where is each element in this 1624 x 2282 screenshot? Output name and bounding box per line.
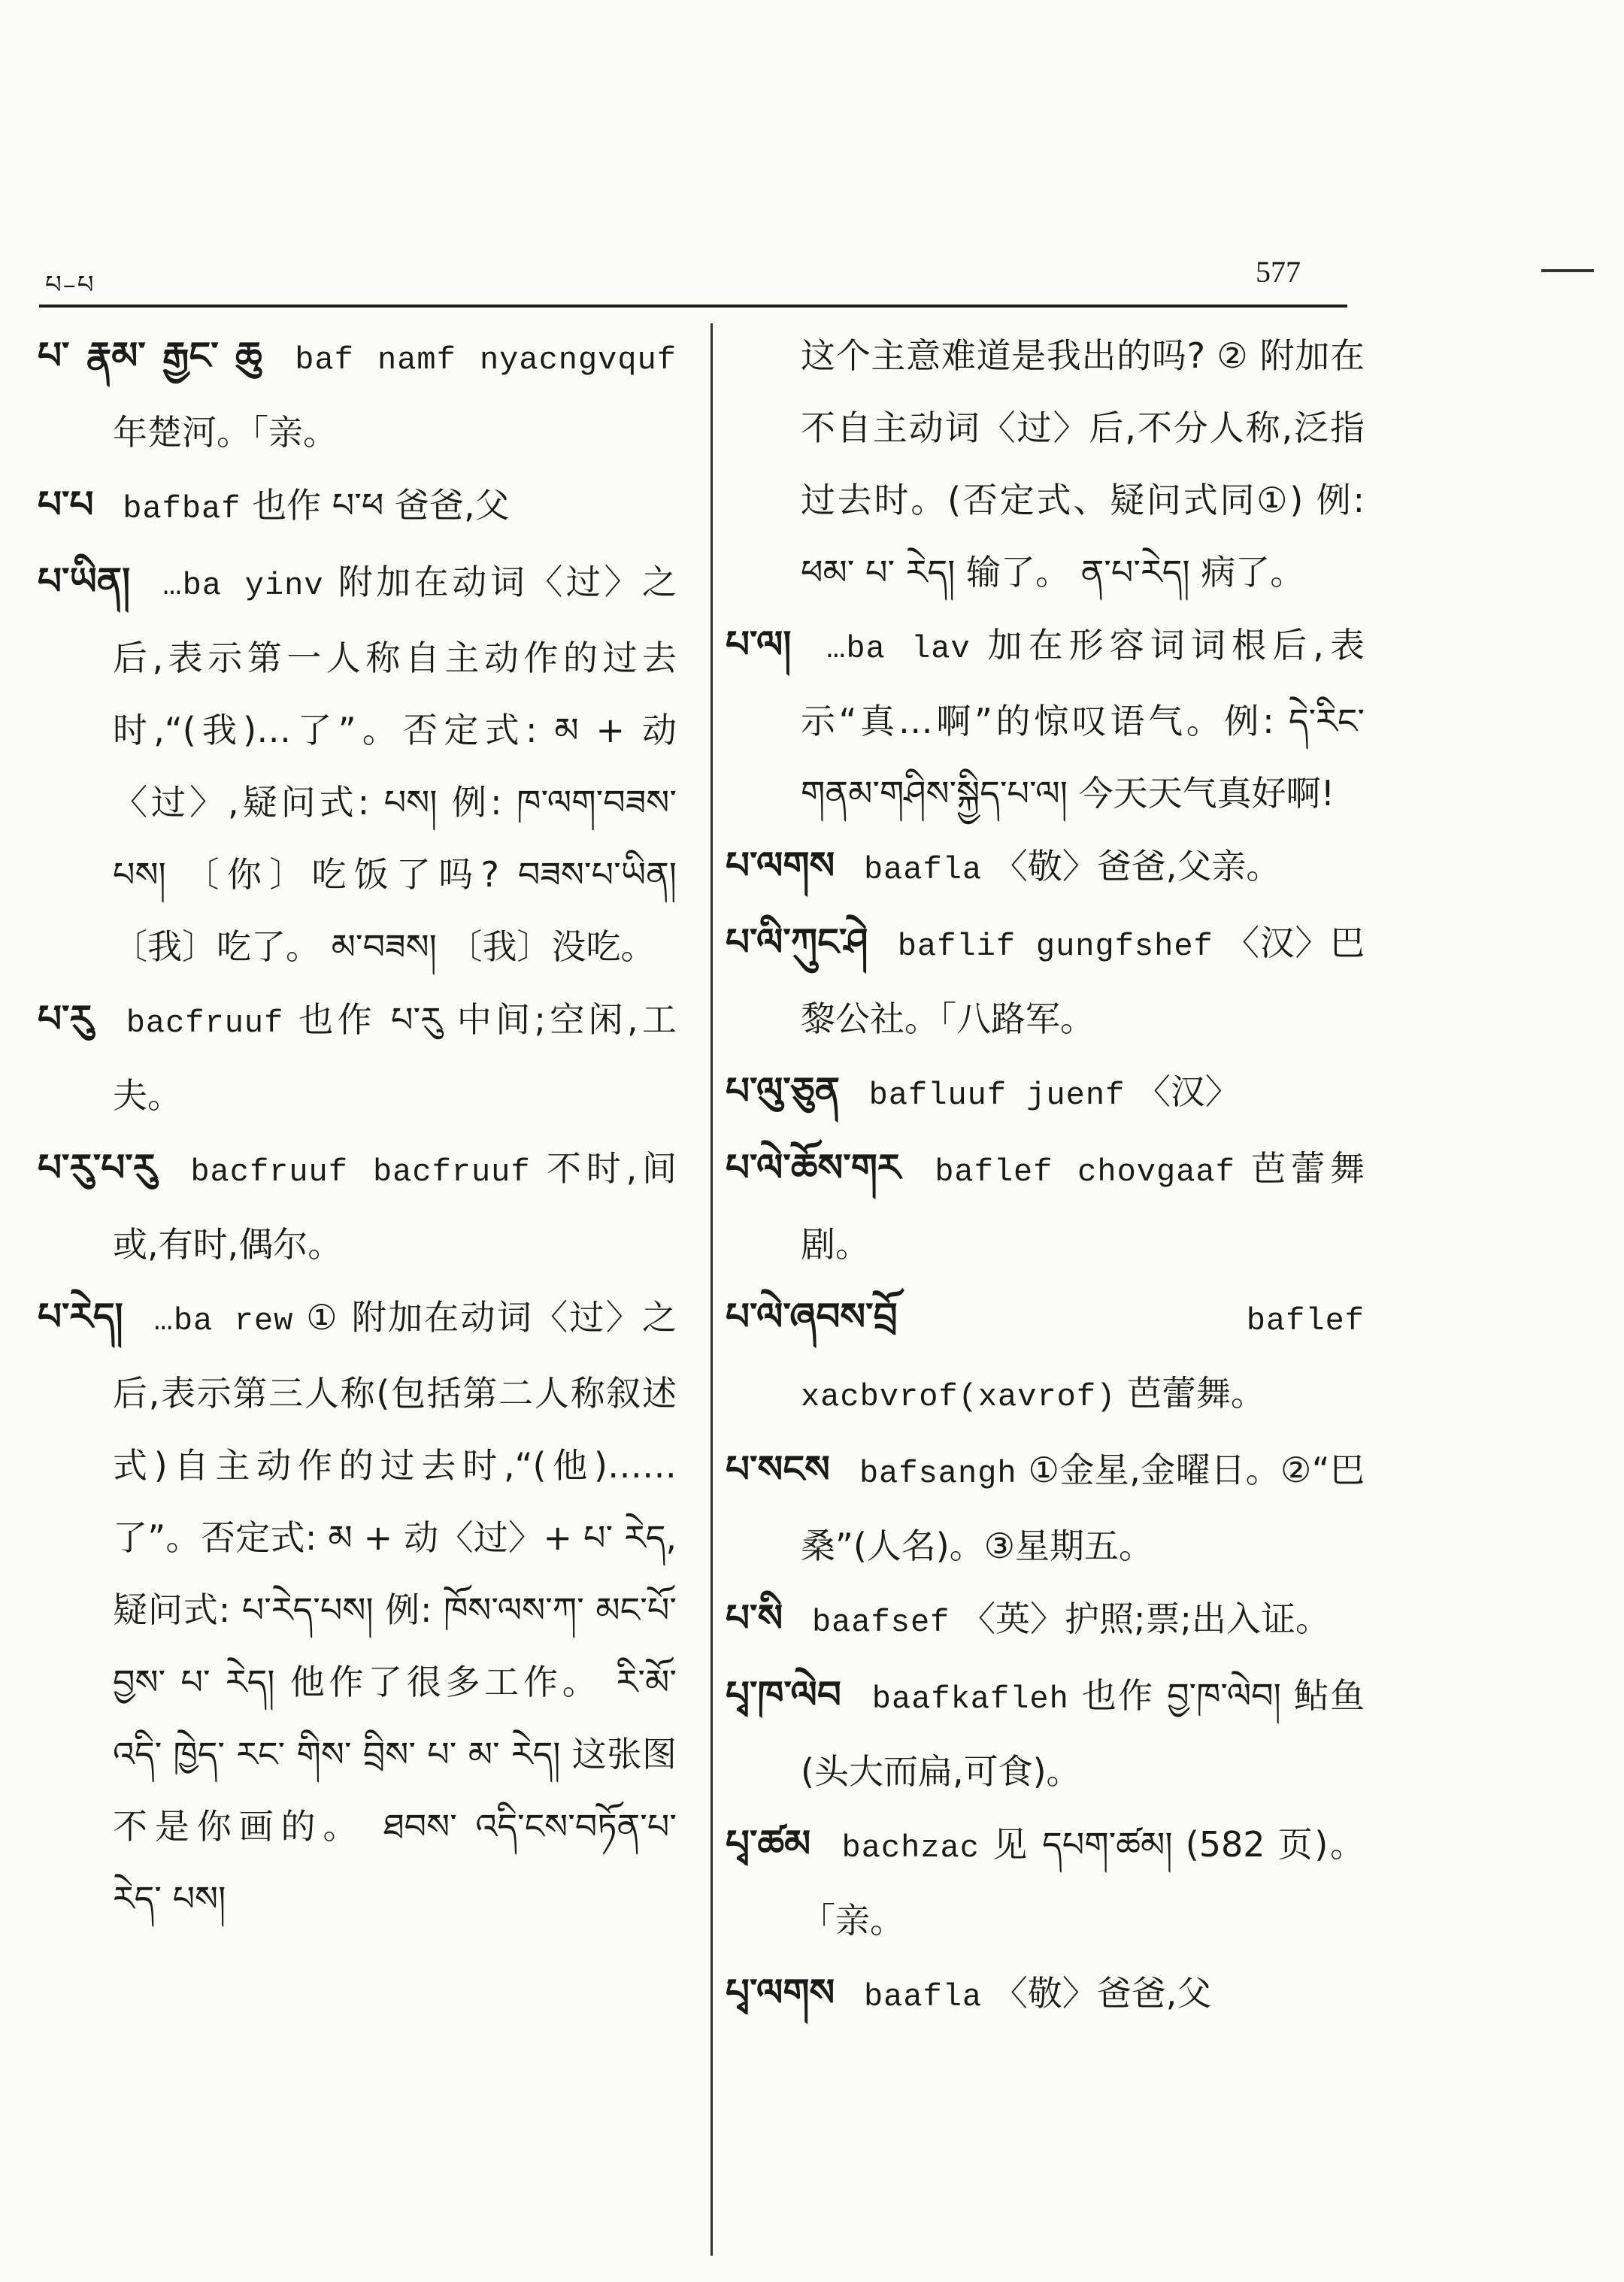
entry-gloss: 〈汉〉 — [1135, 1071, 1240, 1112]
dictionary-entry — [726, 1132, 1365, 1280]
entry-headword: པྭ་ལགས — [726, 1971, 835, 2014]
entry-romanization: …ba lav — [826, 631, 971, 667]
entry-gloss: 见 དཔག་ཚམ། (582 页)。「亲。 — [801, 1824, 1365, 1941]
entry-gloss: 不时,间或,有时,偶尔。 — [113, 1148, 677, 1265]
entry-headword: པ་ལེ་ཆོས་གར — [726, 1146, 901, 1189]
entry-romanization: bafbaf — [123, 491, 241, 527]
entry-headword: པ་རུ — [38, 997, 93, 1041]
entry-romanization: bafluuf juenf — [868, 1077, 1126, 1114]
entry-gloss: 〈英〉护照;票;出入证。 — [961, 1599, 1330, 1639]
entry-continuation — [726, 320, 1365, 608]
dictionary-entry — [726, 829, 1365, 906]
entry-headword: པ་སི — [726, 1596, 783, 1640]
dictionary-entry — [38, 983, 677, 1132]
entry-gloss: 也作 པ་རུ 中间;空闲,工夫。 — [113, 999, 677, 1116]
entry-gloss: 芭蕾舞剧。 — [801, 1148, 1365, 1265]
dictionary-entry — [726, 1659, 1365, 1808]
entry-gloss: 也作 པ་ཕ 爸爸,父 — [252, 485, 510, 526]
header-rule — [39, 305, 1347, 308]
entry-headword: པ་ལི་ཀུང་ཤེ — [726, 920, 868, 964]
entry-romanization: baafla — [863, 852, 983, 888]
entry-gloss: 加在形容词词根后,表示“真…啊”的惊叹语气。例: དེ་རིང་གནམ་གཤིས་སྐྱིད་པ་ལ། 今天天气真好啊! — [801, 625, 1365, 814]
entry-gloss: 附加在动词〈过〉之后,表示第一人称自主动作的过去时,“(我)…了”。否定式: མ + 动〈过〉,疑问式: པས། 例: ཁ་ལག་བཟས་པས། 〔你〕吃饭了吗? བཟས་པ་ཡིན། 〔我〕吃了。 མ་བཟས། 〔我〕没吃。 — [113, 562, 677, 967]
entry-headword: པ་ལུ་ཅུན — [726, 1069, 840, 1113]
entry-romanization: bacfruuf bacfruuf — [190, 1154, 531, 1190]
dictionary-entry — [38, 468, 677, 545]
entry-romanization: baflef xacbvrof(xavrof) — [801, 1303, 1365, 1415]
entry-romanization: …ba yinv — [162, 568, 324, 604]
entry-gloss: ① 附加在动词〈过〉之后,表示第三人称(包括第二人称叙述式)自主动作的过去时,“(他)……了”。否定式: མ + 动〈过〉+ པ་ རེད, 疑问式: པ་རེད་པས། 例: ཁོས་ལས་ཀ་ མང་པོ་ བྱས་ པ་ རེད། 他作了很多工作。 རི་མོ་ འདི་ ཁྱེད་ རང་ གིས་ བྲིས་ པ་ མ་ རེད། 这张图不是你画的。 ཐབས་ འདི་ངས་བཏོན་པ་ རེད་ པས། — [113, 1297, 677, 1919]
entry-romanization: baafsef — [811, 1605, 950, 1641]
running-head-guide: པ–པ — [45, 270, 95, 300]
entry-gloss: ①金星,金曜日。②“巴桑”(人名)。③星期五。 — [801, 1450, 1365, 1566]
entry-romanization: baflef chovgaaf — [935, 1154, 1235, 1190]
entry-headword: པ་རེད། — [38, 1295, 123, 1338]
entry-headword: པ་པ — [38, 483, 94, 526]
dictionary-entry — [38, 1132, 677, 1280]
entry-gloss: 年楚河。「亲。 — [113, 412, 338, 453]
entry-headword: པྭ་ཁ་ལེབ — [726, 1673, 841, 1717]
entry-headword: པྭ་ཚམ — [726, 1822, 811, 1865]
entry-romanization: …ba rew — [153, 1303, 294, 1339]
dictionary-entry — [726, 906, 1365, 1055]
dictionary-entry — [726, 608, 1365, 829]
entry-gloss: 〈敬〉爸爸,父 — [992, 1973, 1212, 2014]
entry-gloss: 〈敬〉爸爸,父亲。 — [992, 846, 1281, 886]
dictionary-entry — [726, 1582, 1365, 1659]
entry-romanization: bacfruuf — [126, 1005, 284, 1041]
entry-romanization: bachzac — [841, 1830, 980, 1866]
dictionary-entry — [38, 320, 677, 468]
entry-romanization: baafla — [863, 1979, 983, 2015]
entry-romanization: baflif gungfshef — [897, 929, 1213, 965]
entry-headword: པ་རུ་པ་རུ — [38, 1146, 156, 1189]
entry-headword: པ་ཡིན། — [38, 559, 131, 603]
entry-headword: པ་སངས — [726, 1447, 830, 1491]
page-number: 577 — [1256, 255, 1301, 289]
edge-mark — [1541, 269, 1594, 272]
column-divider — [710, 323, 713, 2256]
entry-headword: པ་ལེ་ཞབས་བྲོ — [726, 1295, 898, 1338]
entry-gloss: 芭蕾舞。 — [1126, 1373, 1265, 1414]
entry-romanization: bafsangh — [859, 1456, 1017, 1492]
dictionary-entry — [726, 1433, 1365, 1582]
dictionary-entry — [38, 545, 677, 983]
entry-romanization: baf namf nyacngvquf — [295, 342, 677, 378]
right-column — [726, 320, 1365, 2033]
entry-gloss: 也作 བྱ་ཁ་ལེབ། 鲇鱼(头大而扁,可食)。 — [801, 1675, 1365, 1792]
dictionary-entry — [726, 1808, 1365, 1956]
entry-headword: པ་ལགས — [726, 844, 835, 887]
entry-gloss: 〈汉〉巴黎公社。「八路军。 — [801, 923, 1365, 1039]
entry-romanization: baafkafleh — [871, 1681, 1069, 1717]
entry-gloss: 这个主意难道是我出的吗? ② 附加在不自主动词〈过〉后,不分人称,泛指过去时。(否定式、疑问式同①) 例: ཕམ་ པ་ རེད། 输了。 ན་པ་རེད། 病了。 — [801, 335, 1365, 592]
dictionary-entry — [38, 1280, 677, 1935]
dictionary-entry — [726, 1280, 1365, 1433]
dictionary-entry — [726, 1956, 1365, 2033]
left-column — [38, 320, 677, 1935]
entry-headword: པ་ལ། — [726, 623, 792, 666]
dictionary-entry — [726, 1055, 1365, 1132]
entry-headword: པ་ རྣམ་ རྒྱང་ ཆུ — [38, 334, 262, 377]
